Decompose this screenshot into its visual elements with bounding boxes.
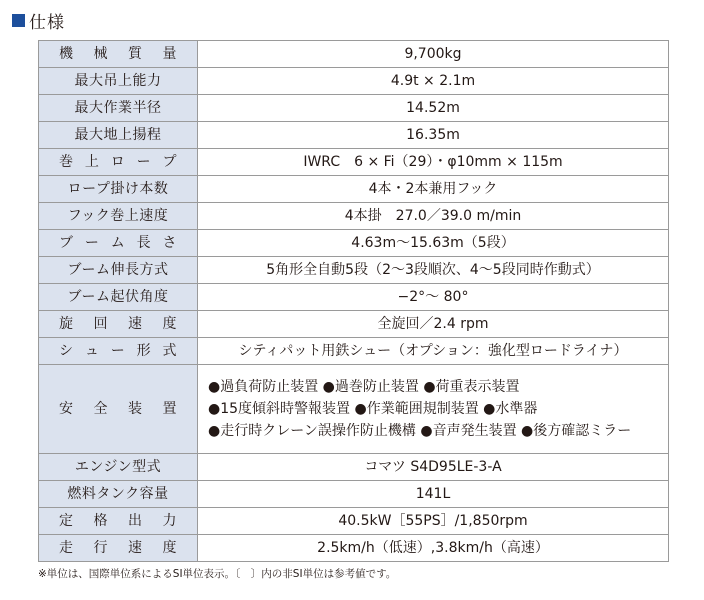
row-value: コマツ S4D95LE-3-A <box>198 454 669 481</box>
row-label: 最大地上揚程 <box>39 122 198 149</box>
label-char: ー <box>84 234 100 251</box>
label-text <box>39 513 197 530</box>
safety-line: ●15度傾斜時警報装置 ●作業範囲規制装置 ●水準器 <box>208 401 538 417</box>
row-value: 4.63m〜15.63m（5段） <box>198 230 669 257</box>
label-char: ロ <box>110 153 126 170</box>
table-row <box>39 95 669 122</box>
table-row <box>39 149 669 176</box>
label-char: ュ <box>84 342 100 359</box>
label-char: 式 <box>162 342 177 359</box>
table-row <box>39 508 669 535</box>
label-char: 全 <box>93 400 108 417</box>
label-char: 定 <box>59 512 74 529</box>
spec-table <box>38 40 669 562</box>
row-label: 最大吊上能力 <box>39 68 198 95</box>
label-text <box>39 343 197 360</box>
row-value: シティパット用鉄シュー（オプション：強化型ロードライナ） <box>198 338 669 365</box>
table-row <box>39 257 669 284</box>
row-label <box>39 230 198 257</box>
row-label: ブーム起伏角度 <box>39 284 198 311</box>
label-text <box>39 540 197 557</box>
label-char: 度 <box>162 539 177 556</box>
row-label: 燃料タンク容量 <box>39 481 198 508</box>
row-value: 5角形全自動5段（2〜3段順次、4〜5段同時作動式） <box>198 257 669 284</box>
label-char: 出 <box>128 512 143 529</box>
label-char: 装 <box>128 400 143 417</box>
label-char: 安 <box>59 400 74 417</box>
section-heading <box>12 8 65 33</box>
label-char: 走 <box>59 539 74 556</box>
table-row <box>39 535 669 562</box>
label-char: ー <box>110 342 126 359</box>
table-row <box>39 284 669 311</box>
row-label: 最大作業半径 <box>39 95 198 122</box>
label-char: さ <box>162 234 177 251</box>
row-value: 14.52m <box>198 95 669 122</box>
row-value: 4本・2本兼用フック <box>198 176 669 203</box>
table-row <box>39 338 669 365</box>
label-char: 速 <box>128 539 143 556</box>
label-char: ー <box>136 153 152 170</box>
label-text <box>39 235 197 252</box>
label-char: 回 <box>93 315 108 332</box>
table-row <box>39 311 669 338</box>
label-char: シ <box>59 342 74 359</box>
label-char: 置 <box>162 400 177 417</box>
row-label <box>39 535 198 562</box>
label-char: 長 <box>136 234 152 251</box>
table-row <box>39 454 669 481</box>
label-text <box>39 154 197 171</box>
label-char: 上 <box>84 153 100 170</box>
label-char: 速 <box>128 315 143 332</box>
footnote: ※単位は、国際単位系によるSI単位表示。〔 〕内の非SI単位は参考値です。 <box>38 568 397 580</box>
row-value: IWRC 6 × Fi（29）・φ10mm × 115m <box>198 149 669 176</box>
label-char: 行 <box>93 539 108 556</box>
label-char: 力 <box>162 512 177 529</box>
row-label: ブーム伸長方式 <box>39 257 198 284</box>
label-char: ム <box>110 234 126 251</box>
row-value: −2°〜 80° <box>198 284 669 311</box>
row-label <box>39 311 198 338</box>
row-label: ロープ掛け本数 <box>39 176 198 203</box>
table-row <box>39 230 669 257</box>
label-char: 度 <box>162 315 177 332</box>
row-value: 2.5km/h（低速）,3.8km/h（高速） <box>198 535 669 562</box>
label-char: 量 <box>162 45 177 62</box>
row-label <box>39 508 198 535</box>
table-row <box>39 203 669 230</box>
row-label <box>39 365 198 454</box>
row-label <box>39 41 198 68</box>
label-text <box>39 401 197 418</box>
safety-line: ●過負荷防止装置 ●過巻防止装置 ●荷重表示装置 <box>208 379 520 395</box>
row-value: 40.5kW［55PS］/1,850rpm <box>198 508 669 535</box>
heading-square-icon <box>12 14 25 27</box>
row-value: 全旋回／2.4 rpm <box>198 311 669 338</box>
table-row <box>39 481 669 508</box>
row-value: 4本掛 27.0／39.0 m/min <box>198 203 669 230</box>
table-row-safety <box>39 365 669 454</box>
row-label <box>39 338 198 365</box>
label-char: 巻 <box>59 153 74 170</box>
label-text <box>39 46 197 63</box>
table-row <box>39 68 669 95</box>
label-char: 械 <box>93 45 108 62</box>
label-char: ブ <box>59 234 74 251</box>
row-label: エンジン型式 <box>39 454 198 481</box>
label-char: プ <box>162 153 177 170</box>
label-char: 格 <box>93 512 108 529</box>
label-char: 形 <box>136 342 152 359</box>
section-title: 仕様 <box>29 13 65 33</box>
safety-devices-list <box>198 365 669 454</box>
safety-line: ●走行時クレーン誤操作防止機構 ●音声発生装置 ●後方確認ミラー <box>208 423 632 439</box>
row-value: 16.35m <box>198 122 669 149</box>
table-row <box>39 122 669 149</box>
label-char: 旋 <box>59 315 74 332</box>
row-value: 4.9t × 2.1m <box>198 68 669 95</box>
label-text <box>39 316 197 333</box>
row-label <box>39 149 198 176</box>
row-label: フック巻上速度 <box>39 203 198 230</box>
label-char: 質 <box>128 45 143 62</box>
row-value: 9,700kg <box>198 41 669 68</box>
table-row <box>39 176 669 203</box>
table-row <box>39 41 669 68</box>
row-value: 141L <box>198 481 669 508</box>
label-char: 機 <box>59 45 74 62</box>
